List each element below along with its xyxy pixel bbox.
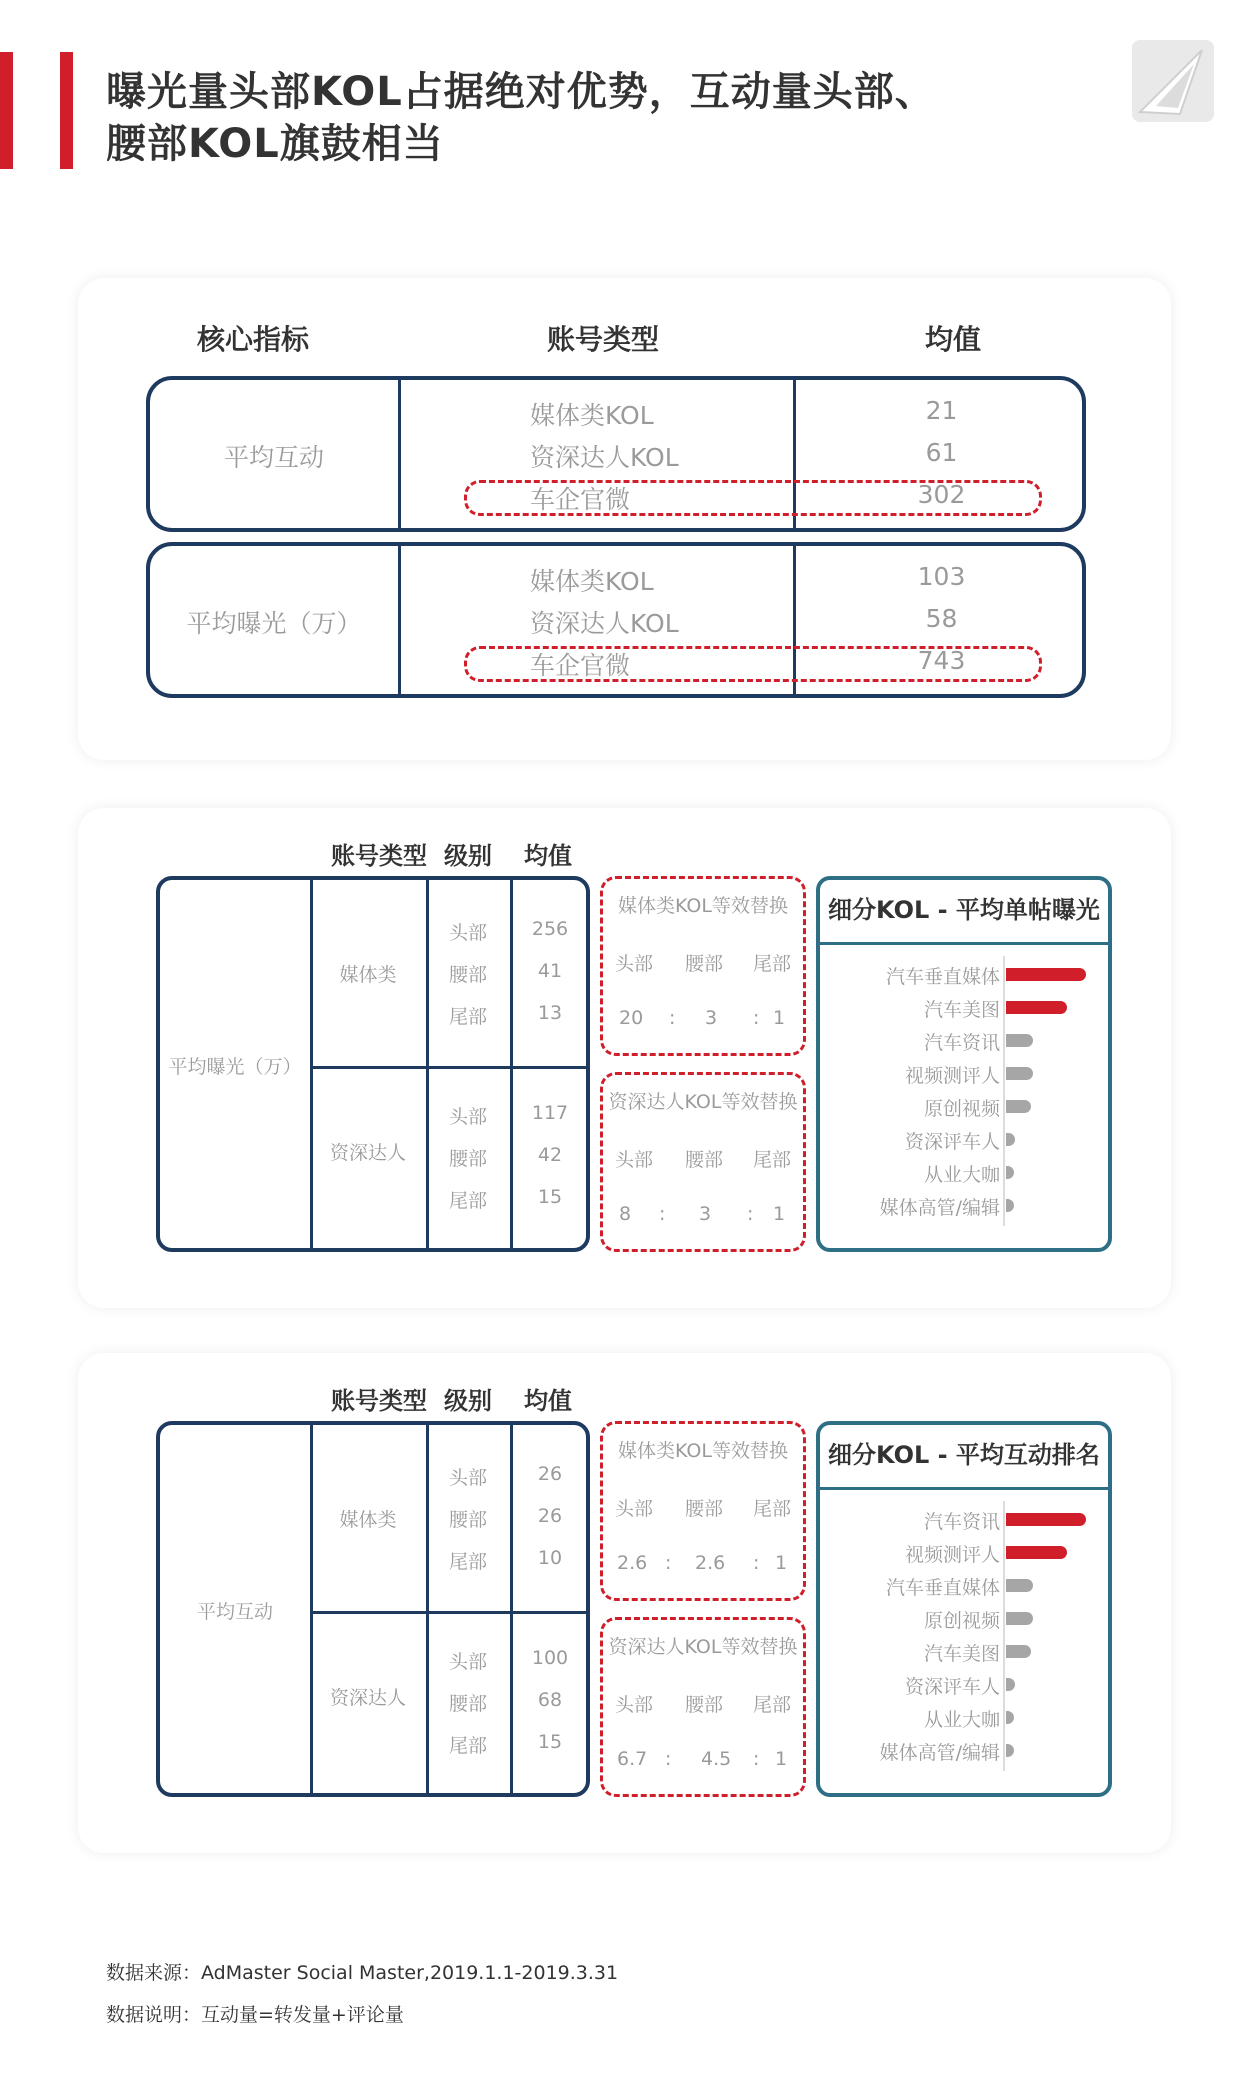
type-cell: 资深达人KOL xyxy=(530,609,679,638)
level-label: 尾部 xyxy=(448,1551,487,1573)
ratio-value: 20 xyxy=(619,1007,644,1029)
replace-level: 尾部 xyxy=(753,1694,792,1716)
level-label: 腰部 xyxy=(448,1509,487,1531)
level-label: 腰部 xyxy=(448,1693,487,1715)
replace-level: 腰部 xyxy=(685,1694,724,1716)
value-cell: 26 xyxy=(537,1463,563,1485)
value-cell: 13 xyxy=(537,1002,563,1024)
ratio-sep: : xyxy=(659,1203,666,1225)
ranking-bar xyxy=(1006,1612,1033,1625)
type-label: 资深达人 xyxy=(329,1142,406,1164)
ranking-bar xyxy=(1006,1579,1033,1592)
header-avg: 均值 xyxy=(524,1387,572,1415)
ratio-value: 1 xyxy=(773,1007,786,1029)
level-label: 尾部 xyxy=(448,1735,487,1757)
ranking-bar xyxy=(1006,1067,1033,1080)
ratio-sep: : xyxy=(753,1552,760,1574)
ranking-label: 媒体高管/编辑 xyxy=(879,1197,1000,1219)
value-cell: 15 xyxy=(537,1731,563,1753)
ranking-label: 视频测评人 xyxy=(904,1544,1000,1566)
avg-cell: 58 xyxy=(925,604,958,633)
ranking-label: 视频测评人 xyxy=(904,1065,1000,1087)
accent-bar-right xyxy=(60,52,73,169)
exposure-ranking xyxy=(816,876,1112,1252)
ratio-value: 1 xyxy=(773,1203,786,1225)
ranking-label: 资深评车人 xyxy=(904,1131,1000,1153)
replace-level: 头部 xyxy=(615,1149,654,1171)
header-type: 账号类型 xyxy=(331,842,427,870)
level-label: 头部 xyxy=(448,1106,487,1128)
replace-title: 媒体类KOL等效替换 xyxy=(618,895,788,917)
interaction-table xyxy=(156,1421,590,1797)
value-cell: 256 xyxy=(531,918,569,940)
value-cell: 15 xyxy=(537,1186,563,1208)
page-title xyxy=(106,66,936,170)
exposure-table xyxy=(156,876,590,1252)
ranking-bar xyxy=(1006,1678,1015,1691)
type-label: 媒体类 xyxy=(339,964,397,986)
expert-replace-box xyxy=(600,1617,806,1797)
ranking-label: 汽车美图 xyxy=(923,1643,1000,1665)
value-cell: 42 xyxy=(537,1144,563,1166)
ratio-value: 2.6 xyxy=(695,1552,726,1574)
replace-level: 尾部 xyxy=(753,1149,792,1171)
level-label: 腰部 xyxy=(448,1148,487,1170)
ranking-bar xyxy=(1006,1711,1014,1724)
value-cell: 41 xyxy=(537,960,563,982)
media-replace-box xyxy=(600,1421,806,1601)
ranking-axis xyxy=(1003,956,1005,1226)
interaction-card xyxy=(78,1353,1171,1853)
ranking-bar xyxy=(1006,1001,1067,1014)
highlight-row xyxy=(464,646,1042,682)
ranking-label: 原创视频 xyxy=(923,1610,1000,1632)
triangle-logo-icon xyxy=(1132,40,1214,122)
metric-group-exposure xyxy=(146,542,1086,698)
interaction-ranking xyxy=(816,1421,1112,1797)
type-cell: 媒体类KOL xyxy=(530,567,654,596)
data-source: 数据来源：AdMaster Social Master,2019.1.1-2019.3.31 xyxy=(106,1962,619,1984)
ranking-label: 原创视频 xyxy=(923,1098,1000,1120)
ratio-value: 3 xyxy=(699,1203,712,1225)
replace-title: 资深达人KOL等效替换 xyxy=(608,1091,798,1113)
ratio-value: 1 xyxy=(775,1552,788,1574)
core-metrics-card xyxy=(78,278,1171,760)
replace-level: 头部 xyxy=(615,1694,654,1716)
ratio-value: 1 xyxy=(775,1748,788,1770)
ranking-bar xyxy=(1006,1100,1031,1113)
title-line-1: 曝光量头部KOL占据绝对优势，互动量头部、 xyxy=(106,69,936,115)
level-label: 头部 xyxy=(448,1651,487,1673)
metric-label: 平均互动 xyxy=(223,443,324,472)
media-replace-box xyxy=(600,876,806,1056)
value-cell: 117 xyxy=(531,1102,569,1124)
ranking-bar xyxy=(1006,1645,1031,1658)
ranking-bar xyxy=(1006,1744,1014,1757)
ratio-sep: : xyxy=(753,1748,760,1770)
replace-level: 头部 xyxy=(615,1498,654,1520)
ranking-title: 细分KOL - 平均单帖曝光 xyxy=(820,880,1108,945)
ranking-list xyxy=(830,962,1100,1242)
header-level: 级别 xyxy=(444,1387,492,1415)
type-label: 资深达人 xyxy=(329,1687,406,1709)
avg-cell: 21 xyxy=(925,396,958,425)
avg-cell: 302 xyxy=(917,480,966,509)
replace-level: 尾部 xyxy=(753,1498,792,1520)
type-label: 媒体类 xyxy=(339,1509,397,1531)
ranking-label: 媒体高管/编辑 xyxy=(879,1742,1000,1764)
type-cell: 资深达人KOL xyxy=(530,443,679,472)
ranking-bar xyxy=(1006,968,1086,981)
replace-level: 腰部 xyxy=(685,953,724,975)
ratio-value: 6.7 xyxy=(617,1748,648,1770)
ranking-label: 汽车垂直媒体 xyxy=(885,1577,1000,1599)
ranking-axis xyxy=(1003,1501,1005,1771)
ranking-bar xyxy=(1006,1513,1086,1526)
replace-title: 资深达人KOL等效替换 xyxy=(608,1636,798,1658)
header-level: 级别 xyxy=(444,842,492,870)
ratio-value: 2.6 xyxy=(617,1552,648,1574)
ranking-label: 从业大咖 xyxy=(923,1709,1000,1731)
ratio-value: 4.5 xyxy=(701,1748,732,1770)
data-note: 数据说明：互动量=转发量+评论量 xyxy=(106,2004,404,2026)
exposure-card xyxy=(78,808,1171,1308)
metric-label: 平均曝光（万） xyxy=(186,609,362,638)
ranking-label: 资深评车人 xyxy=(904,1676,1000,1698)
header-type: 账号类型 xyxy=(546,323,659,356)
replace-title: 媒体类KOL等效替换 xyxy=(618,1440,788,1462)
ratio-value: 3 xyxy=(705,1007,718,1029)
metric-label: 平均曝光（万） xyxy=(168,1056,302,1078)
replace-level: 尾部 xyxy=(753,953,792,975)
expert-replace-box xyxy=(600,1072,806,1252)
ranking-label: 汽车资讯 xyxy=(923,1511,1000,1533)
ranking-bar xyxy=(1006,1199,1014,1212)
ranking-label: 汽车资讯 xyxy=(923,1032,1000,1054)
ranking-title: 细分KOL - 平均互动排名 xyxy=(820,1425,1108,1490)
metric-group-interaction xyxy=(146,376,1086,532)
replace-level: 头部 xyxy=(615,953,654,975)
value-cell: 68 xyxy=(537,1689,563,1711)
header-avg: 均值 xyxy=(924,323,981,356)
avg-cell: 61 xyxy=(925,438,958,467)
ratio-sep: : xyxy=(669,1007,676,1029)
avg-cell: 743 xyxy=(917,646,966,675)
ranking-bar xyxy=(1006,1166,1014,1179)
highlight-row xyxy=(464,480,1042,516)
ratio-sep: : xyxy=(665,1748,672,1770)
ratio-sep: : xyxy=(747,1203,754,1225)
accent-bar-left xyxy=(0,52,13,169)
level-label: 头部 xyxy=(448,922,487,944)
value-cell: 100 xyxy=(531,1647,569,1669)
ranking-bar xyxy=(1006,1133,1015,1146)
level-label: 尾部 xyxy=(448,1190,487,1212)
header-avg: 均值 xyxy=(524,842,572,870)
ranking-list xyxy=(830,1507,1100,1787)
type-cell: 车企官微 xyxy=(530,651,631,680)
replace-level: 腰部 xyxy=(685,1498,724,1520)
type-cell: 车企官微 xyxy=(530,485,631,514)
title-line-2: 腰部KOL旗鼓相当 xyxy=(106,121,444,167)
ratio-sep: : xyxy=(665,1552,672,1574)
ranking-label: 从业大咖 xyxy=(923,1164,1000,1186)
metric-label: 平均互动 xyxy=(196,1601,273,1623)
avg-cell: 103 xyxy=(917,562,966,591)
ranking-label: 汽车垂直媒体 xyxy=(885,966,1000,988)
ranking-label: 汽车美图 xyxy=(923,999,1000,1021)
level-label: 头部 xyxy=(448,1467,487,1489)
ranking-bar xyxy=(1006,1034,1033,1047)
replace-level: 腰部 xyxy=(685,1149,724,1171)
type-cell: 媒体类KOL xyxy=(530,401,654,430)
level-label: 尾部 xyxy=(448,1006,487,1028)
ratio-value: 8 xyxy=(619,1203,632,1225)
value-cell: 26 xyxy=(537,1505,563,1527)
header-metric: 核心指标 xyxy=(196,323,309,356)
ranking-bar xyxy=(1006,1546,1067,1559)
header-type: 账号类型 xyxy=(331,1387,427,1415)
value-cell: 10 xyxy=(537,1547,563,1569)
level-label: 腰部 xyxy=(448,964,487,986)
ratio-sep: : xyxy=(753,1007,760,1029)
